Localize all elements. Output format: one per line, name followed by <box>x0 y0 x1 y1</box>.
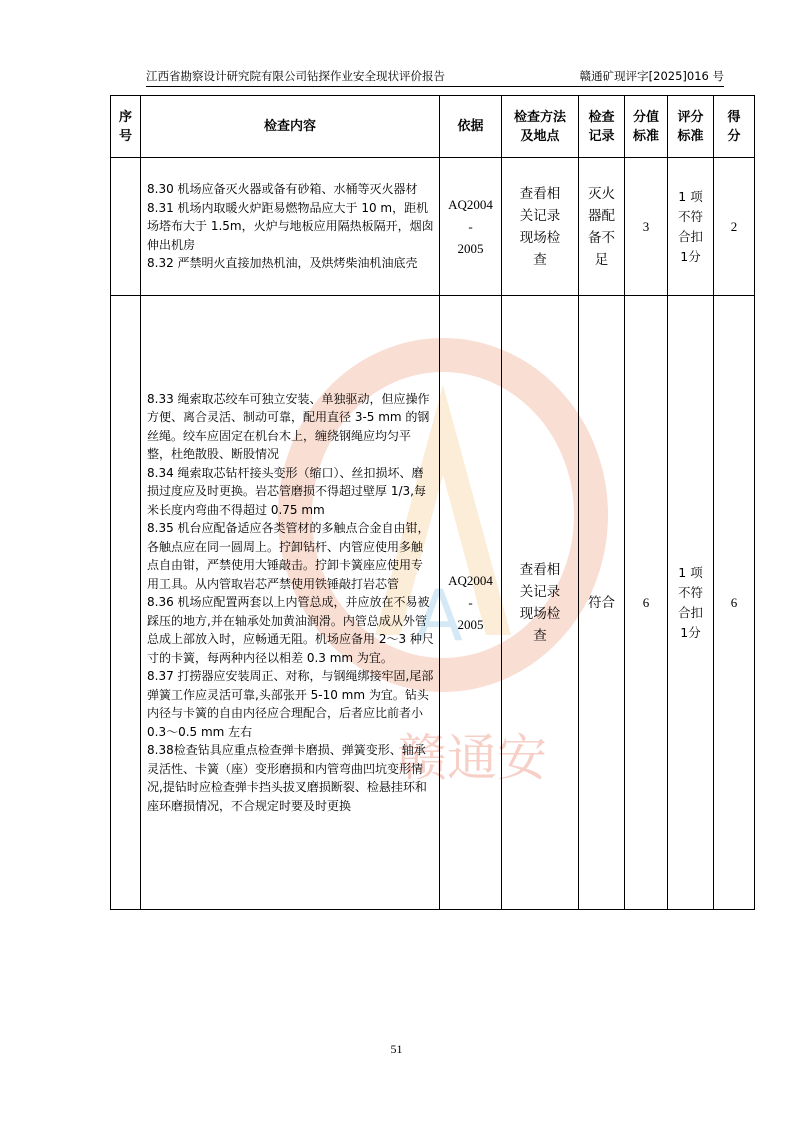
item-8-37: 8.37 打捞器应安装周正、对称，与钢绳绑接牢固,尾部弹簧工作应灵活可靠,头部张开 5-10 mm 为宜。钻头内径与卡簧的自由内径应合理配合，后者应比前者小 0.3～0.5 mm 左右 <box>147 669 434 739</box>
row2-record: 符合 <box>579 296 625 910</box>
item-8-38: 8.38检查钻具应重点检查弹卡磨损、弹簧变形、轴承灵活性、卡簧（座）变形磨损和内管弯曲凹坑变形情况,提钻时应检查弹卡挡头拔叉磨损断裂、检悬挂环和座环磨损情况，不合规定时要及时更换 <box>147 743 427 813</box>
basis-line: AQ2004 <box>448 572 493 588</box>
col-header-method: 检查方法及地点 <box>502 96 579 158</box>
watermark-letter-a: A <box>415 575 463 657</box>
row1-score: 2 <box>714 158 755 296</box>
item-8-31: 8.31 机场内取暖火炉距易燃物品应大于 10 m，距机场塔布大于 1.5m，火炉与地板应用隔热板隔开，烟囱伸出机房 <box>147 200 434 252</box>
row2-basis <box>440 296 502 910</box>
page-number: 51 <box>390 1042 403 1056</box>
row1-content <box>141 158 440 296</box>
col-header-record: 检查记录 <box>579 96 625 158</box>
col-header-seq: 序号 <box>111 96 141 158</box>
item-8-34: 8.34 绳索取芯钻杆接头变形（缩口）、丝扣损坏、磨损过度应及时更换。岩芯管磨损不得超过壁厚 1/3,每米长度内弯曲不得超过 0.75 mm <box>147 465 426 517</box>
header-divider <box>146 86 724 87</box>
row1-method: 查看相关记录现场检查 <box>502 158 579 296</box>
row2-method: 查看相关记录现场检查 <box>502 296 579 910</box>
basis-line: 2005 <box>457 240 484 256</box>
col-header-score-std: 分值标准 <box>625 96 668 158</box>
item-8-32: 8.32 严禁明火直接加热机油，及烘烤柴油机油底壳 <box>147 256 418 271</box>
row2-score: 6 <box>714 296 755 910</box>
row1-basis <box>440 158 502 296</box>
row1-record: 灭火器配备不足 <box>579 158 625 296</box>
basis-line: - <box>468 594 473 610</box>
table-row <box>111 296 755 910</box>
item-8-33: 8.33 绳索取芯绞车可独立安装、单独驱动，但应操作方便、离合灵活、制动可靠，配用直径 3-5 mm 的钢丝绳。绞车应固定在机台木上，缠绕钢绳应均匀平整，杜绝散股、断股情况 <box>147 391 430 462</box>
basis-line: AQ2004 <box>448 196 493 212</box>
inspection-table <box>110 95 755 910</box>
header-company-title: 江西省勘察设计研究院有限公司钻探作业安全现状评价报告 <box>146 69 445 83</box>
row2-rating: 1 项不符合扣 1分 <box>668 296 714 910</box>
basis-line: - <box>468 218 473 234</box>
row2-content <box>141 296 440 910</box>
row2-score-std: 6 <box>625 296 668 910</box>
col-header-content: 检查内容 <box>141 96 440 158</box>
col-header-score: 得分 <box>714 96 755 158</box>
row2-seq <box>111 296 141 910</box>
header-report-number: 赣通矿现评字[2025]016 号 <box>579 69 724 83</box>
basis-line: 2005 <box>457 616 484 632</box>
col-header-basis: 依据 <box>440 96 502 158</box>
row1-score-std: 3 <box>625 158 668 296</box>
table-row <box>111 158 755 296</box>
item-8-30: 8.30 机场应备灭火器或备有砂箱、水桶等灭火器材 <box>147 182 418 197</box>
row1-rating: 1 项不符合扣 1分 <box>668 158 714 296</box>
row1-seq <box>111 158 141 296</box>
item-8-35: 8.35 机台应配备适应各类管材的多触点合金自由钳，各触点应在同一圆周上。拧卸钻杆、内管应使用多触点自由钳，严禁使用大锤敲击。拧卸卡簧座应使用专用工具。从内管取岩芯严禁使用铁锤敲打岩芯管 <box>147 521 430 591</box>
page-header <box>146 68 724 86</box>
watermark-text: 赣通安 <box>397 729 547 787</box>
table-header-row <box>111 96 755 158</box>
item-8-36: 8.36 机场应配置两套以上内管总成，并应放在不易被踩压的地方,并在轴承处加黄油润滑。内管总成从外管总成上部放入时，应畅通无阻。机场应备用 2～3 种尺寸的卡簧，每两种内径以相差 0.3 mm 为宜。 <box>147 595 434 665</box>
col-header-rating: 评分标准 <box>668 96 714 158</box>
